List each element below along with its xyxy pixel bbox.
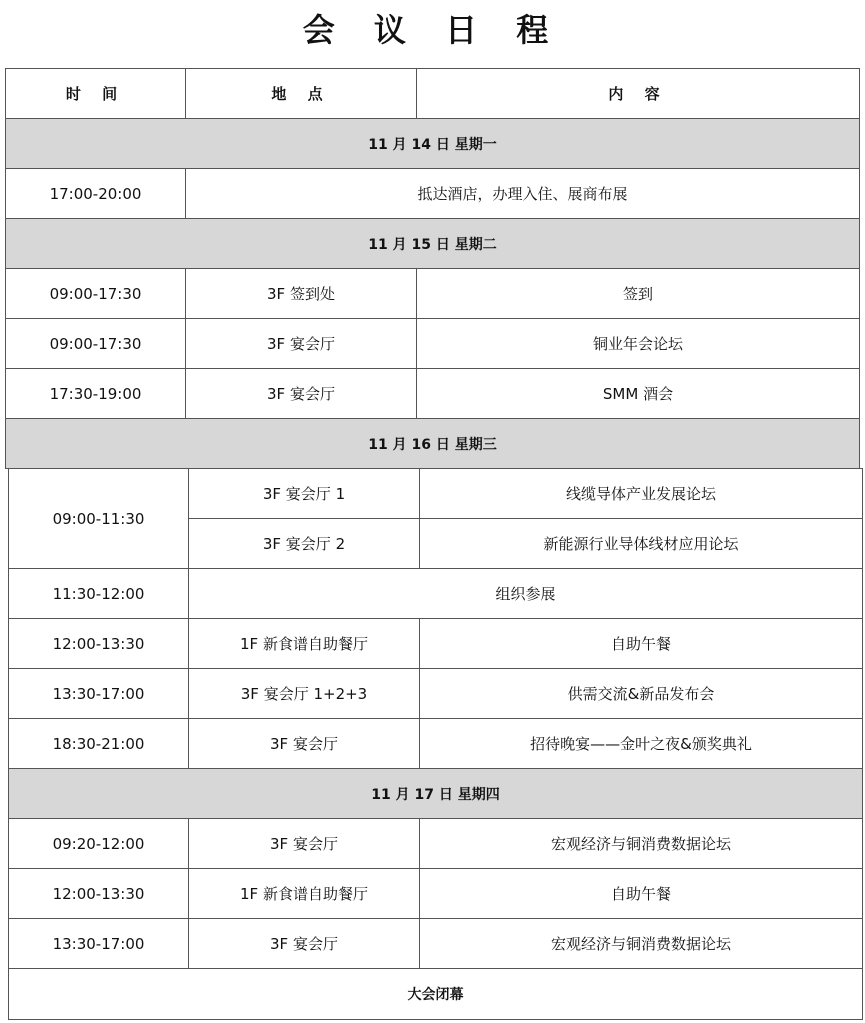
time-cell: 12:00-13:30 xyxy=(8,618,189,669)
time-cell: 17:30-19:00 xyxy=(5,368,186,419)
content-cell: 供需交流&新品发布会 xyxy=(419,668,863,719)
day-header-nov14: 11 月 14 日 星期一 xyxy=(5,118,860,169)
place-cell: 3F 宴会厅 xyxy=(185,318,417,369)
place-cell: 3F 宴会厅 1 xyxy=(188,468,420,519)
time-cell: 17:00-20:00 xyxy=(5,168,186,219)
content-cell: 招待晚宴——金叶之夜&颁奖典礼 xyxy=(419,718,863,769)
place-cell: 3F 签到处 xyxy=(185,268,417,319)
place-cell: 1F 新食谱自助餐厅 xyxy=(188,618,420,669)
header-content: 内 容 xyxy=(416,68,860,119)
content-cell: 抵达酒店，办理入住、展商布展 xyxy=(185,168,860,219)
content-cell: 线缆导体产业发展论坛 xyxy=(419,468,863,519)
time-cell: 09:20-12:00 xyxy=(8,818,189,869)
place-cell: 3F 宴会厅 xyxy=(188,718,420,769)
content-cell: 宏观经济与铜消费数据论坛 xyxy=(419,918,863,969)
day-header-nov15: 11 月 15 日 星期二 xyxy=(5,218,860,269)
time-cell: 09:00-11:30 xyxy=(8,468,189,569)
content-cell: 自助午餐 xyxy=(419,618,863,669)
closing-row: 大会闭幕 xyxy=(8,968,863,1020)
time-cell: 13:30-17:00 xyxy=(8,668,189,719)
header-time: 时 间 xyxy=(5,68,186,119)
time-cell: 18:30-21:00 xyxy=(8,718,189,769)
content-cell: SMM 酒会 xyxy=(416,368,860,419)
content-cell: 铜业年会论坛 xyxy=(416,318,860,369)
time-cell: 09:00-17:30 xyxy=(5,318,186,369)
place-cell: 3F 宴会厅 xyxy=(188,818,420,869)
header-place: 地 点 xyxy=(185,68,417,119)
content-cell: 组织参展 xyxy=(188,568,863,619)
content-cell: 宏观经济与铜消费数据论坛 xyxy=(419,818,863,869)
place-cell: 1F 新食谱自助餐厅 xyxy=(188,868,420,919)
time-cell: 13:30-17:00 xyxy=(8,918,189,969)
time-cell: 09:00-17:30 xyxy=(5,268,186,319)
page-title: 会 议 日 程 xyxy=(302,11,563,49)
place-cell: 3F 宴会厅 xyxy=(188,918,420,969)
place-cell: 3F 宴会厅 2 xyxy=(188,518,420,569)
day-header-nov16: 11 月 16 日 星期三 xyxy=(5,418,860,469)
place-cell: 3F 宴会厅 xyxy=(185,368,417,419)
content-cell: 签到 xyxy=(416,268,860,319)
time-cell: 12:00-13:30 xyxy=(8,868,189,919)
content-cell: 自助午餐 xyxy=(419,868,863,919)
time-cell: 11:30-12:00 xyxy=(8,568,189,619)
day-header-nov17: 11 月 17 日 星期四 xyxy=(8,768,863,819)
content-cell: 新能源行业导体线材应用论坛 xyxy=(419,518,863,569)
place-cell: 3F 宴会厅 1+2+3 xyxy=(188,668,420,719)
